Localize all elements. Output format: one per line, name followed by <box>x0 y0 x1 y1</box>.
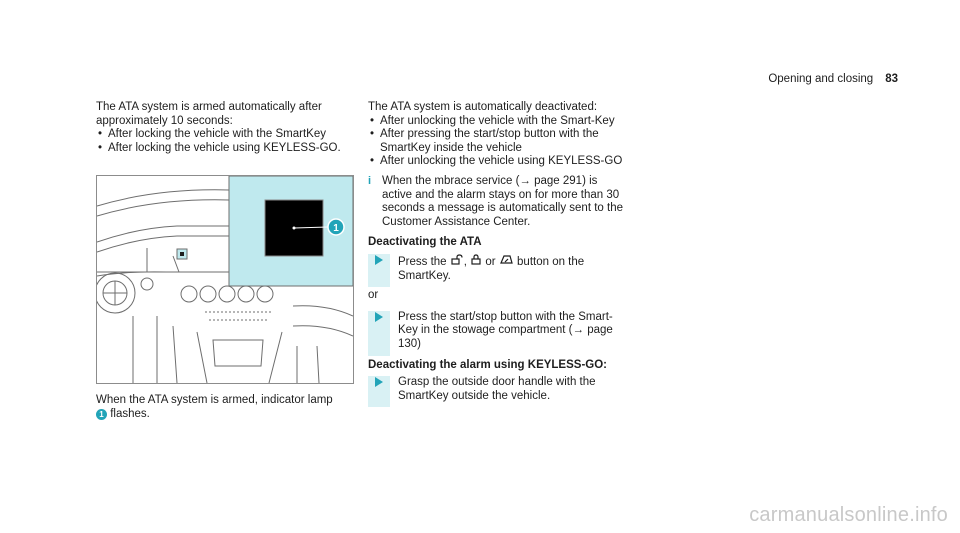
lock-key-icon <box>470 254 482 270</box>
deactivation-intro: The ATA system is automatically deactivated: <box>368 101 598 113</box>
step-arrow-icon <box>375 255 383 265</box>
section-title: Opening and closing <box>768 73 874 85</box>
watermark: carmanualsonline.info <box>749 504 948 527</box>
step-arrow-icon <box>375 312 383 322</box>
info-note-text: When the mbrace service (→ page 291) is active and the alarm stays on for more than 30 seconds a message is automatically sent to the Customer Assistance Center. <box>382 174 623 228</box>
callout-badge: 1 <box>96 409 107 420</box>
arming-list <box>96 128 366 155</box>
step-arrow-icon <box>375 377 383 387</box>
step-text: Grasp the outside door handle with the SmartKey outside the vehicle. <box>398 376 596 402</box>
step-text <box>398 254 630 283</box>
deactivation-list <box>368 115 630 169</box>
caption-before: When the ATA system is armed, indicator lamp <box>96 394 333 406</box>
step-text-part: button on the SmartKey. <box>398 255 585 282</box>
or-separator: or <box>368 289 379 302</box>
illustration-caption <box>96 394 366 421</box>
arming-intro: The ATA system is armed automatically after approximately 10 seconds: <box>96 101 322 127</box>
instruction-step <box>368 376 630 403</box>
section-heading-deactivate-ata: Deactivating the ATA <box>368 236 482 249</box>
left-column-top <box>96 101 366 155</box>
info-icon: i <box>368 174 372 187</box>
left-column-caption <box>96 394 366 421</box>
running-header <box>768 73 898 87</box>
step-text-part: or <box>485 255 496 268</box>
page-number: 83 <box>885 73 898 85</box>
step-text-part: Press the <box>398 255 447 268</box>
trunk-key-icon <box>499 254 514 270</box>
deactivation-item: • After unlocking the vehicle using KEYLESS-GO <box>368 155 630 169</box>
section-heading-deactivate-alarm: Deactivating the alarm using KEYLESS-GO: <box>368 358 607 371</box>
illustration-callout-number: 1 <box>333 223 339 234</box>
right-column <box>368 101 630 403</box>
dashboard-illustration <box>96 175 354 384</box>
info-note <box>368 175 630 229</box>
unlock-key-icon <box>450 254 464 270</box>
arming-item: • After locking the vehicle using KEYLESS-GO. <box>96 142 366 156</box>
deactivation-item: • After pressing the start/stop button with the SmartKey inside the vehicle <box>368 128 630 155</box>
dashboard-drawing <box>97 176 353 383</box>
step-text: Press the start/stop button with the Smart-Key in the stowage compartment (→ page 130) <box>398 310 613 350</box>
caption-after: flashes. <box>110 407 150 420</box>
instruction-step <box>368 311 630 352</box>
step-text-part: , <box>463 255 467 268</box>
deactivation-item: • After unlocking the vehicle with the Smart-Key <box>368 115 630 129</box>
arming-item: • After locking the vehicle with the SmartKey <box>96 128 366 142</box>
instruction-step <box>368 254 630 283</box>
